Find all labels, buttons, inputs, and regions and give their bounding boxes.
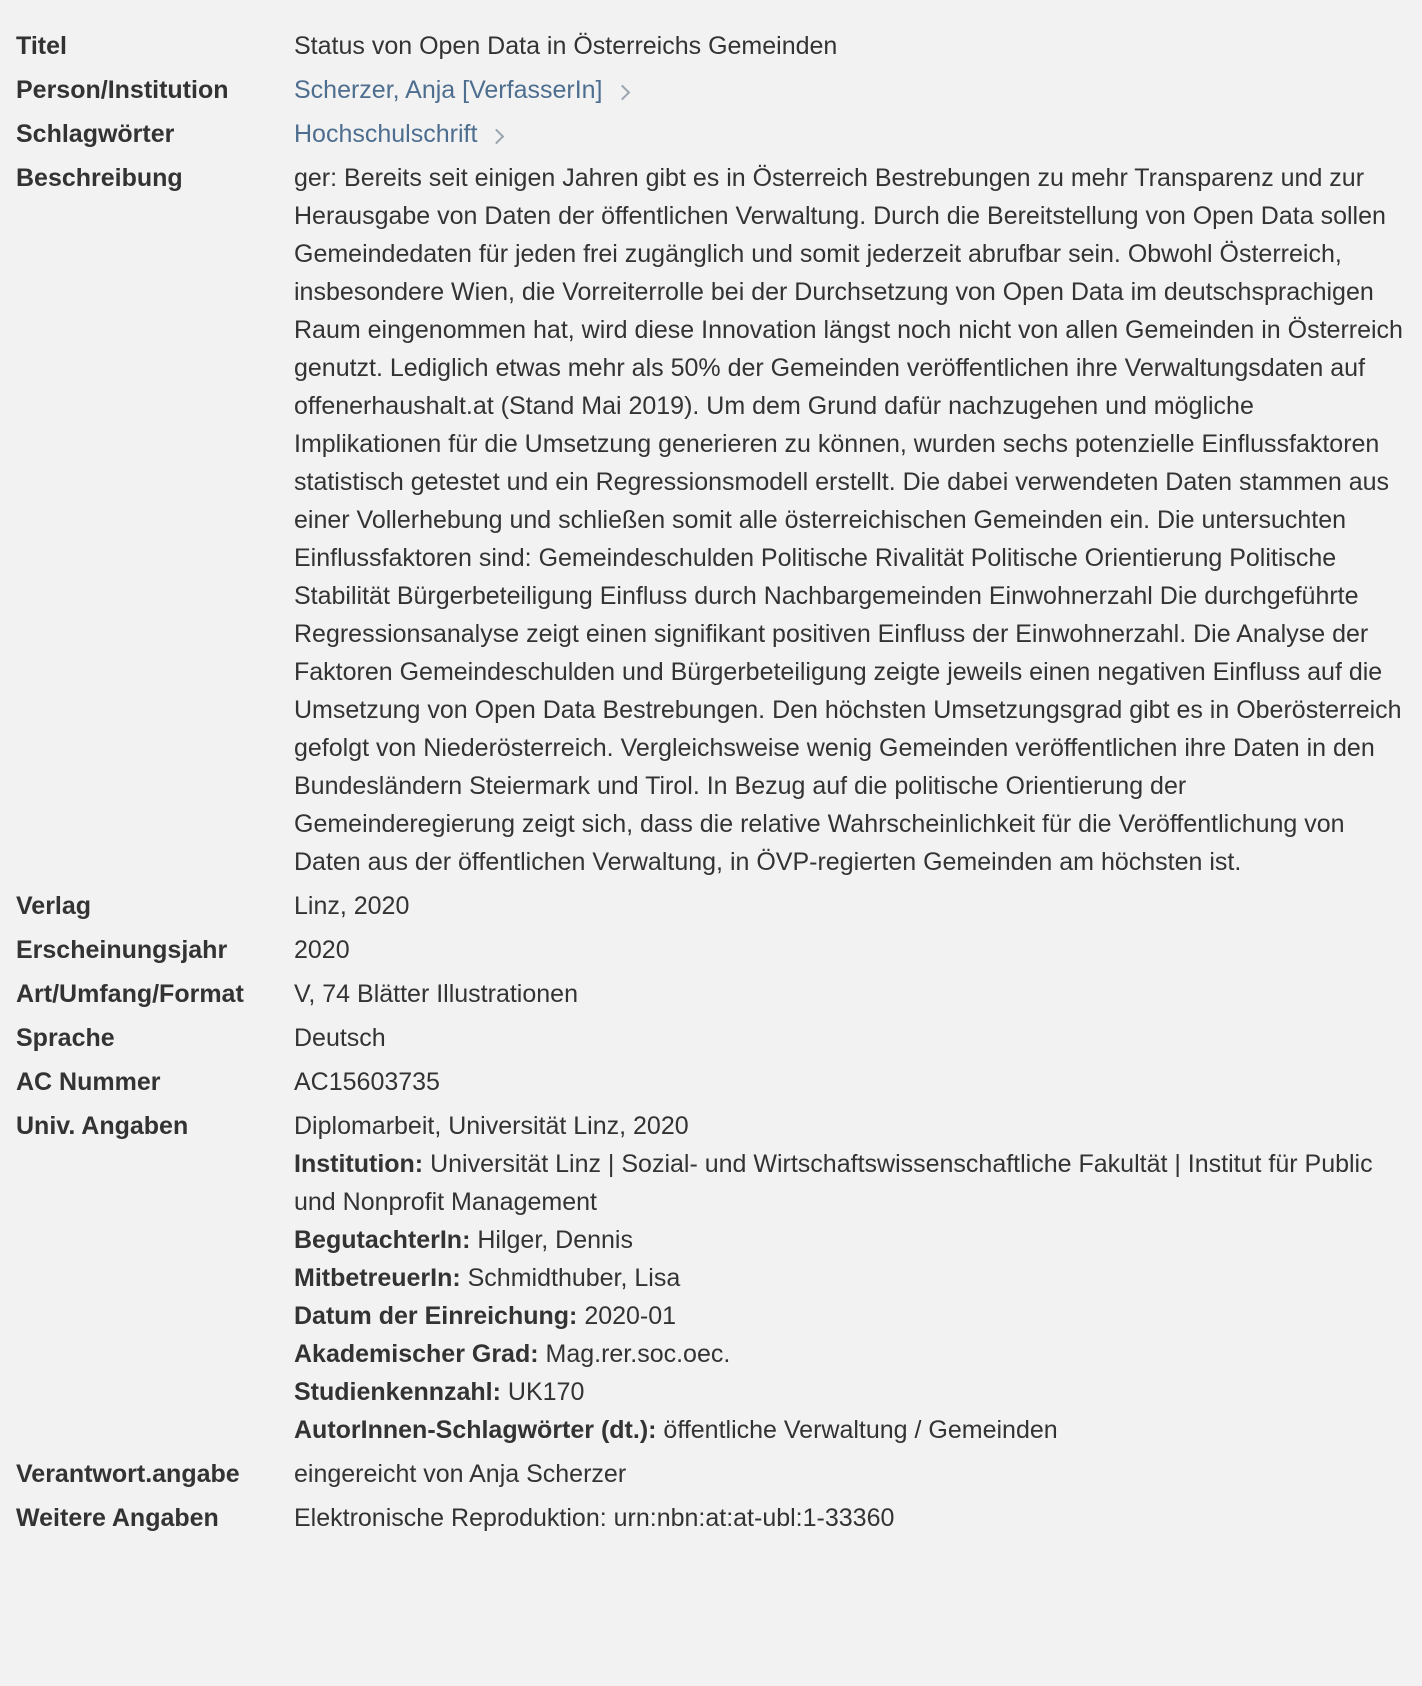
univ-datum [294, 1297, 1406, 1335]
row-format [16, 975, 1406, 1013]
label-verlag: Verlag [16, 892, 92, 920]
univ-datum-key: Datum der Einreichung: [294, 1302, 578, 1330]
row-verantwort [16, 1455, 1406, 1493]
row-titel [16, 27, 1406, 65]
schlagwort-link-text: Hochschulschrift [294, 120, 478, 148]
schlagwort-link[interactable] [294, 115, 502, 153]
univ-grad-value: Mag.rer.soc.oec. [538, 1340, 731, 1368]
chevron-right-icon [489, 128, 505, 144]
univ-gutachter-value: Hilger, Dennis [470, 1226, 633, 1254]
univ-line: Diplomarbeit, Universität Linz, 2020 [294, 1112, 689, 1140]
label-univ-angaben: Univ. Angaben [16, 1112, 189, 1140]
row-erscheinungsjahr [16, 931, 1406, 969]
value-verantwort: eingereicht von Anja Scherzer [294, 1460, 627, 1488]
row-person [16, 71, 1406, 109]
univ-grad-key: Akademischer Grad: [294, 1340, 539, 1368]
univ-kennzahl-value: UK170 [500, 1378, 585, 1406]
row-verlag [16, 887, 1406, 925]
row-beschreibung [16, 159, 1406, 881]
label-format: Art/Umfang/Format [16, 980, 244, 1008]
value-univ-angaben [294, 1107, 1406, 1449]
univ-autoren [294, 1411, 1406, 1449]
label-sprache: Sprache [16, 1024, 115, 1052]
value-format: V, 74 Blätter Illustrationen [294, 980, 578, 1008]
label-person: Person/Institution [16, 76, 229, 104]
value-sprache: Deutsch [294, 1024, 386, 1052]
univ-autoren-key: AutorInnen-Schlagwörter (dt.): [294, 1416, 657, 1444]
row-univ-angaben [16, 1107, 1406, 1449]
label-titel: Titel [16, 32, 67, 60]
univ-mitbetreuer-value: Schmidthuber, Lisa [460, 1264, 681, 1292]
univ-gutachter [294, 1221, 1406, 1259]
chevron-right-icon [614, 84, 630, 100]
row-weitere [16, 1499, 1406, 1537]
univ-datum-value: 2020-01 [577, 1302, 677, 1330]
record-details [16, 27, 1406, 1543]
row-schlagwoerter [16, 115, 1406, 153]
person-link-text: Scherzer, Anja [VerfasserIn] [294, 76, 603, 104]
value-erscheinungsjahr: 2020 [294, 936, 350, 964]
row-sprache [16, 1019, 1406, 1057]
label-verantwort: Verantwort.angabe [16, 1460, 240, 1488]
person-link[interactable] [294, 71, 628, 109]
label-erscheinungsjahr: Erscheinungsjahr [16, 936, 228, 964]
label-ac-nummer: AC Nummer [16, 1068, 161, 1096]
value-titel: Status von Open Data in Österreichs Gemeinden [294, 32, 838, 60]
value-weitere: Elektronische Reproduktion: urn:nbn:at:at-ubl:1-33360 [294, 1504, 895, 1532]
univ-kennzahl-key: Studienkennzahl: [294, 1378, 501, 1406]
univ-mitbetreuer-key: MitbetreuerIn: [294, 1264, 461, 1292]
univ-institution-key: Institution: [294, 1150, 424, 1178]
univ-institution-value: Universität Linz | Sozial- und Wirtschaftswissenschaftliche Fakultät | Institut für Public und Nonprofit Management [294, 1150, 1373, 1216]
value-verlag: Linz, 2020 [294, 892, 410, 920]
univ-institution [294, 1145, 1406, 1221]
row-ac-nummer [16, 1063, 1406, 1101]
value-ac-nummer: AC15603735 [294, 1068, 440, 1096]
value-beschreibung: ger: Bereits seit einigen Jahren gibt es in Österreich Bestrebungen zu mehr Transparenz und zur Herausgabe von Daten der öffentlichen Verwaltung. Durch die Bereitstellung von Open Data sollen Gemeindedaten für jeden frei zugänglich und somit jederzeit abrufbar sein. Obwohl Österreich, insbesondere Wien, die Vorreiterrolle bei der Durchsetzung von Open Data im deutschsprachigen Raum eingenommen hat, wird diese Innovation längst noch nicht von allen Gemeinden in Österreich genutzt. Lediglich etwas mehr als 50% der Gemeinden veröffentlichen ihre Verwaltungsdaten auf offenerhaushalt.at (Stand Mai 2019). Um dem Grund dafür nachzugehen und mögliche Implikationen für die Umsetzung generieren zu können, wurden sechs potenzielle Einflussfaktoren statistisch getestet und ein Regressionsmodell erstellt. Die dabei verwendeten Daten stammen aus einer Vollerhebung und schließen somit alle österreichischen Gemeinden ein. Die untersuchten Einflussfaktoren sind: Gemeindeschulden Politische Rivalität Politische Orientierung Politische Stabilität Bürgerbeteiligung Einfluss durch Nachbargemeinden Einwohnerzahl Die durchgeführte Regressionsanalyse zeigt einen signifikant positiven Einfluss der Einwohnerzahl. Die Analyse der Faktoren Gemeindeschulden und Bürgerbeteiligung zeigte jeweils einen negativen Einfluss auf die Umsetzung von Open Data Bestrebungen. Den höchsten Umsetzungsgrad gibt es in Oberösterreich gefolgt von Niederösterreich. Vergleichsweise wenig Gemeinden veröffentlichen ihre Daten in den Bundesländern Steiermark und Tirol. In Bezug auf die politische Orientierung der Gemeinderegierung zeigt sich, dass die relative Wahrscheinlichkeit für die Veröffentlichung von Daten aus der öffentlichen Verwaltung, in ÖVP-regierten Gemeinden am höchsten ist. [294, 164, 1403, 876]
univ-autoren-value: öffentliche Verwaltung / Gemeinden [656, 1416, 1058, 1444]
label-beschreibung: Beschreibung [16, 164, 183, 192]
univ-grad [294, 1335, 1406, 1373]
univ-mitbetreuer [294, 1259, 1406, 1297]
univ-kennzahl [294, 1373, 1406, 1411]
label-schlagwoerter: Schlagwörter [16, 120, 175, 148]
label-weitere: Weitere Angaben [16, 1504, 219, 1532]
univ-gutachter-key: BegutachterIn: [294, 1226, 471, 1254]
